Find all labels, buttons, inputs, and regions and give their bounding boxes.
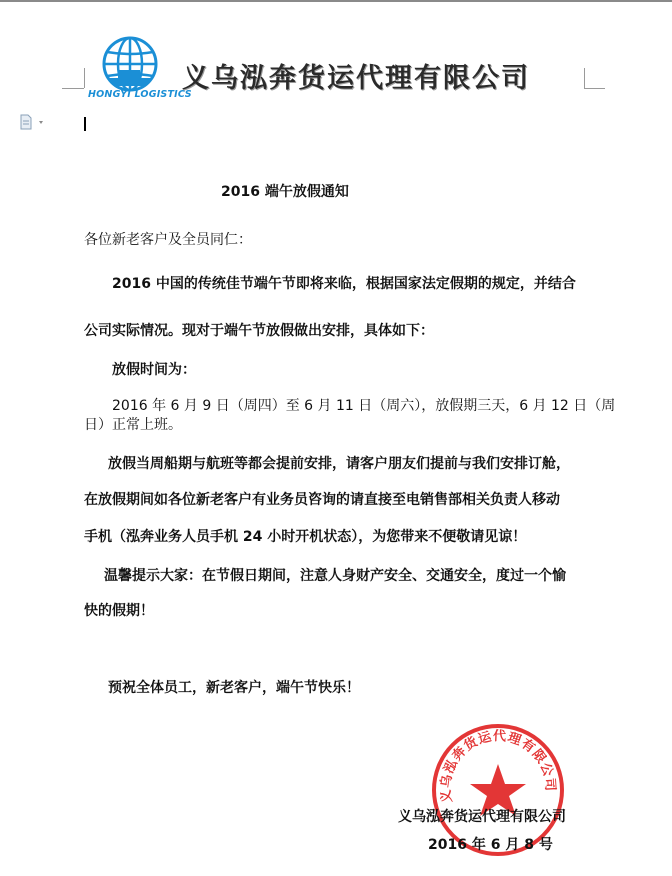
crop-mark-top-left-vertical: [84, 68, 85, 88]
svg-text:义乌泓奔货运代理有限公司: 义乌泓奔货运代理有限公司: [438, 729, 558, 804]
text-cursor: [84, 117, 86, 131]
reminder-line2: 快的假期！: [84, 603, 154, 619]
holiday-line1: 2016 年 6 月 9 日（周四）至 6 月 11 日（周六），放假期三天，6 月 12 日（周: [112, 398, 616, 414]
signature-company: 义乌泓奔货运代理有限公司: [398, 809, 566, 825]
holiday-line2: 日）正常上班。: [84, 417, 182, 433]
notice-para2-line2: 在放假期间如各位新老客户有业务员咨询的请直接至电销售部相关负责人移动: [84, 492, 560, 508]
logo-text: HONGYI LOGISTICS: [88, 89, 192, 100]
notice-title: 2016 端午放假通知: [221, 184, 349, 200]
notice-para2-line1: 放假当周船期与航班等都会提前安排，请客户朋友们提前与我们安排订舱，: [108, 456, 570, 472]
window-top-border: [0, 0, 672, 2]
notice-greeting: 各位新老客户及全员同仁：: [84, 232, 252, 248]
document-page-icon[interactable]: [20, 114, 48, 130]
crop-mark-top-left: [62, 68, 84, 89]
notice-para1-line2: 公司实际情况。现对于端午节放假做出安排，具体如下：: [84, 323, 434, 339]
holiday-label: 放假时间为：: [112, 362, 196, 378]
notice-para2-line3: 手机（泓奔业务人员手机 24 小时开机状态），为您带来不便敬请见谅！: [84, 529, 527, 545]
crop-mark-top-right: [584, 68, 605, 89]
company-banner: 义乌泓奔货运代理有限公司: [182, 63, 530, 94]
reminder-line1: 温馨提示大家：在节假日期间，注意人身财产安全、交通安全，度过一个愉: [104, 568, 566, 584]
notice-para1-line1: 2016 中国的传统佳节端午节即将来临，根据国家法定假期的规定，并结合: [112, 276, 576, 292]
signature-date: 2016 年 6 月 8 号: [428, 837, 553, 853]
notice-wishes: 预祝全体员工，新老客户，端午节快乐！: [108, 680, 360, 696]
